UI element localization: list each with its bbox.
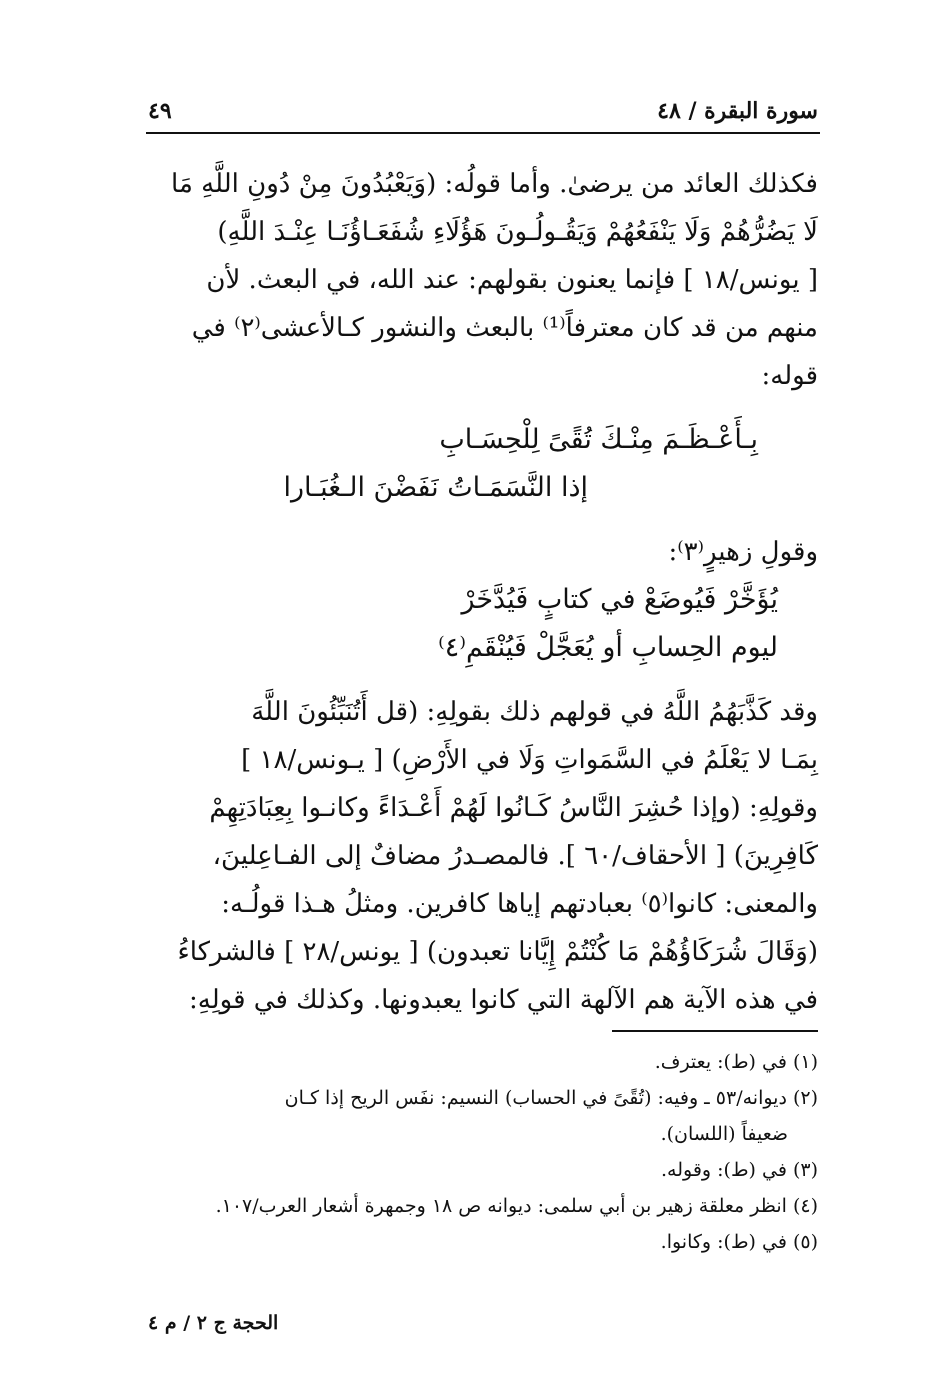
verse-zuhair [148,576,818,672]
text-line: قوله: [761,361,818,391]
footnote-4: (٤) انظر معلقة زهير بن أبي سلمى: ديوانه ص ١٨ وجمهرة أشعار العرب/١٠٧. [215,1195,818,1217]
page-number: ٤٩ [148,98,172,124]
footnotes [150,1044,818,1260]
header-rule [146,132,820,134]
verse-line: يُؤَخَّرْ فَيُوضَعْ في كتابٍ فَيُدَّخَرْ [461,584,778,615]
text-line: منهم من قد كان معترفاً⁽¹⁾ بالبعث والنشور كـالأعشى⁽٢⁾ في [191,313,818,343]
running-head [148,98,818,132]
text-line: وقد كَذَّبَهُمُ اللَّهُ في قولهم ذلك بقولِهِ: (قل أَتُنَبِّئُونَ اللَّهَ [251,697,818,727]
footnote-1: (١) في (ط): يعترف. [654,1051,818,1073]
verse-alasha [148,416,818,512]
intro-zuhair: وقولِ زهيرٍ⁽٣⁾: [668,537,818,567]
paragraph-2 [148,688,818,1024]
text-line: وقولِهِ: (وإذا حُشِرَ النَّاسُ كَـانُوا لَهُمْ أَعْـدَاءً وكانـوا بِعِبَادَتِهِمْ [209,793,818,823]
text-line: [ يونس/١٨ ] فإنما يعنون بقولهم: عند الله، في البعث. لأن [206,265,818,295]
signature-mark: الحجة ج ٢ / م ٤ [148,1312,279,1334]
text-line: بِمَـا لا يَعْلَمُ في السَّمَواتِ وَلَا في الأَرْضِ) [ يـونس/١٨ ] [241,745,818,775]
verse-line: ليوم الحِسابِ أو يُعَجَّلْ فَيُنْقَمِ⁽٤⁾ [438,632,778,663]
spacer [148,512,818,528]
footnote-5: (٥) في (ط): وكانوا. [660,1231,818,1253]
running-head-title: سورة البقرة / ٤٨ [657,98,818,124]
text-line: لَا يَضُرُّهُمْ وَلَا يَنْفَعُهُمْ وَيَقُـولُـونَ هَؤُلَاءِ شُفَعَـاؤُنَـا عِنْـدَ اللَّهِ) [217,217,818,247]
footnote-2: (٢) ديوانه/٥٣ ـ وفيه: (تُقًىً في الحساب) النسيم: نفَس الريح إذا كـان [284,1087,818,1109]
footnote-2-continuation: ضعيفاً (اللسان). [660,1123,788,1145]
text-line: والمعنى: كانوا⁽٥⁾ بعبادتهم إياها كافرين. ومثلُ هـذا قولُـه: [221,889,818,919]
footnote-rule [612,1030,818,1032]
text-line: (وَقَالَ شُرَكَاؤُهُمْ مَا كُنْتُمْ إِيَّانا تعبدون) [ يونس/٢٨ ] فالشركاءُ [177,937,818,967]
text-line: كَافِرِينَ) [ الأحقاف/٦٠ ]. فالمصـدرُ مضافٌ إلى الفـاعِلينَ، [212,841,818,871]
verse-line: إذا النَّسَمَـاتُ نَفَضْنَ الـغُبَـارا [283,472,588,503]
verse-line: بِـأَعْـظَـمَ مِنْـكَ تُقًىً لِلْحِسَـابِ [439,424,758,455]
footnote-3: (٣) في (ط): وقوله. [661,1159,818,1181]
spacer [148,672,818,688]
spacer [148,400,818,416]
text-line: في هذه الآية هم الآلهة التي كانوا يعبدونها. وكذلك في قولِهِ: [189,985,818,1015]
paragraph-1 [148,160,818,400]
text-line: فكذلك العائد من يرضىٰ. وأما قولُه: (وَيَعْبُدُونَ مِنْ دُونِ اللَّهِ مَا [171,169,818,199]
main-text [148,160,818,1024]
